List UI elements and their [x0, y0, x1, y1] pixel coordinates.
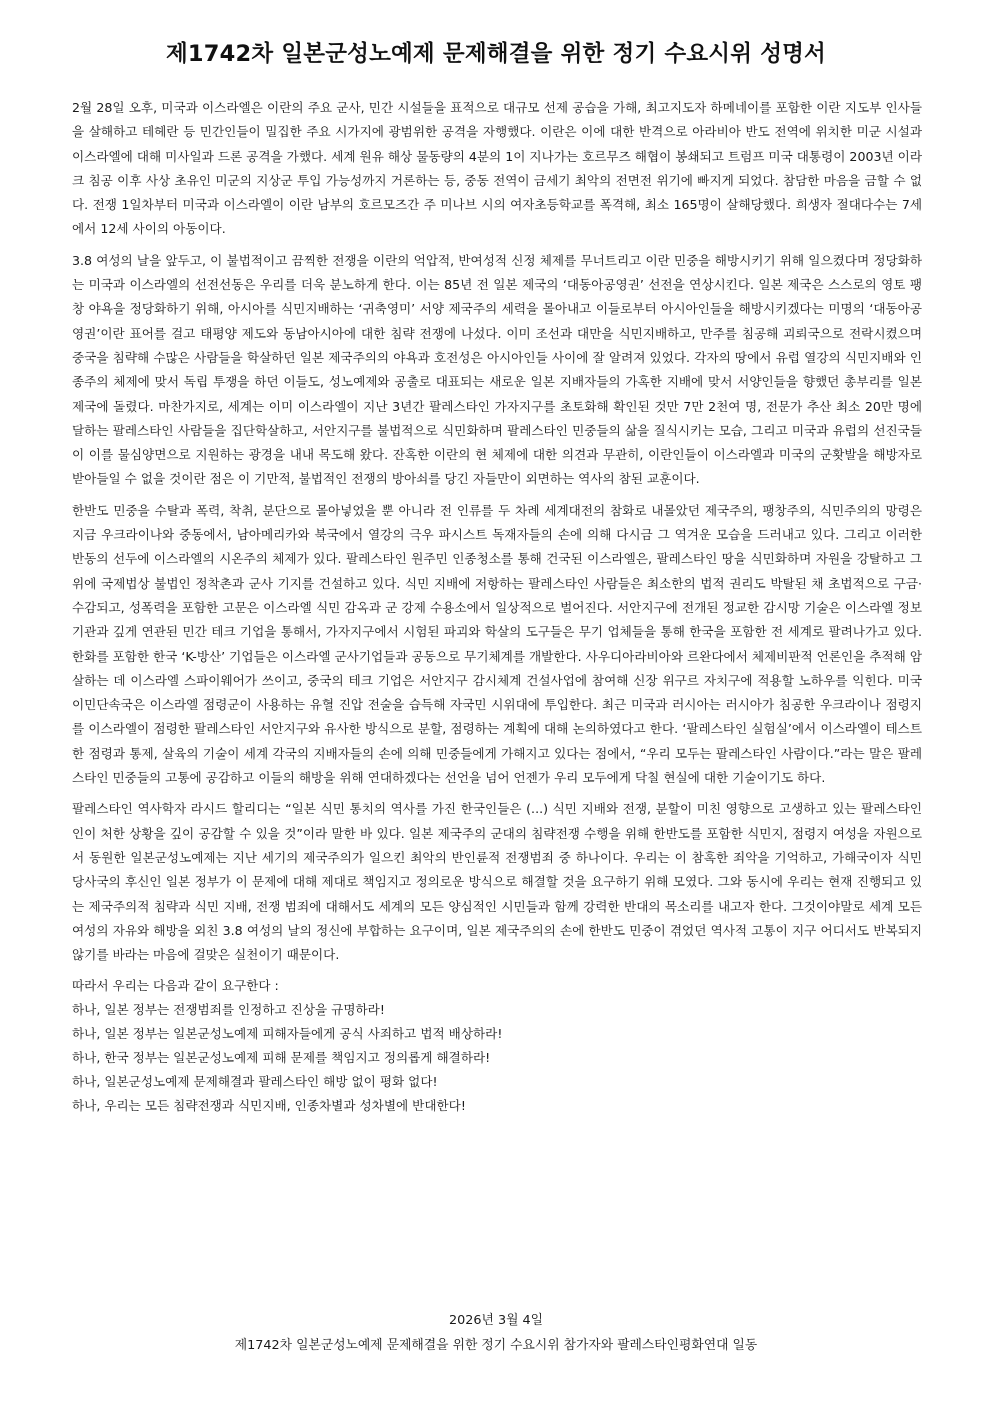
paragraph-2: 3.8 여성의 날을 앞두고, 이 불법적이고 끔찍한 전쟁을 이란의 억압적, 반여성적 신정 체제를 무너트리고 이란 민중을 해방시키기 위해 일으켰다며 정당화하는 미국과 이스라엘의 선전선동은 우리를 더욱 분노하게 한다. 이는 85년 전 일본 제국의 ‘대동아공영권’ 선전을 연상시킨다. 일본 제국은 스스로의 영토 팽창 야욕을 정당화하기 위해, 아시아를 식민지배하는 ‘귀축영미’ 서양 제국주의 세력을 몰아내고 이들로부터 아시아인들을 해방시키겠다는 미명의 ‘대동아공영권’이란 표어를 걸고 태평양 제도와 동남아시아에 대한 침략 전쟁에 나섰다. 이미 조선과 대만을 식민지배하고, 만주를 침공해 괴뢰국으로 전락시켰으며 중국을 침략해 수많은 사람들을 학살하던 일본 제국주의의 야욕과 호전성은 아시아인들 사이에 잘 알려져 있었다. 각자의 땅에서 유럽 열강의 식민지배와 인종주의 체제에 맞서 독립 투쟁을 하던 이들도, 성노예제와 공출로 대표되는 새로운 일본 지배자들의 가혹한 지배에 맞서 서양인들을 향했던 총부리를 일본 제국에 돌렸다. 마찬가지로, 세계는 이미 이스라엘이 지난 3년간 팔레스타인 가자지구를 초토화해 확인된 것만 7만 2천여 명, 전문가 추산 최소 20만 명에 달하는 팔레스타인 사람들을 집단학살하고, 서안지구를 불법적으로 식민화하며 팔레스타인 민중들의 삶을 질식시키는 모습, 그리고 미국과 유럽의 선진국들이 이를 물심양면으로 지원하는 광경을 내내 목도해 왔다. 잔혹한 이란의 현 체제에 대한 의견과 무관히, 이란인들이 이스라엘과 미국의 군홧발을 해방자로 받아들일 수 없을 것이란 점은 이 기만적, 불법적인 전쟁의 방아쇠를 당긴 자들만이 외면하는 역사의 참된 교훈이다. — [72, 252, 922, 487]
demands-intro: 따라서 우리는 다음과 같이 요구한다 : — [72, 978, 279, 994]
demand-item: 하나, 우리는 모든 침략전쟁과 식민지배, 인종차별과 성차별에 반대한다! — [72, 1098, 466, 1114]
document-body — [72, 96, 922, 1118]
statement-signature: 제1742차 일본군성노예제 문제해결을 위한 정기 수요시위 참가자와 팔레스타인평화연대 일동 — [234, 1338, 758, 1353]
statement-date: 2026년 3월 4일 — [448, 1313, 544, 1328]
demand-item: 하나, 일본군성노예제 문제해결과 팔레스타인 해방 없이 평화 없다! — [72, 1074, 438, 1090]
document-title: 제1742차 일본군성노예제 문제해결을 위한 정기 수요시위 성명서 — [166, 41, 826, 67]
demand-item: 하나, 일본 정부는 전쟁범죄를 인정하고 진상을 규명하라! — [72, 1002, 385, 1018]
paragraph-4: 팔레스타인 역사학자 라시드 할리디는 “일본 식민 통치의 역사를 가진 한국인들은 (...) 식민 지배와 전쟁, 분할이 미친 영향으로 고생하고 있는 팔레스타인인이 처한 상황을 깊이 공감할 수 있을 것”이라 말한 바 있다. 일본 제국주의 군대의 침략전쟁 수행을 위해 한반도를 포함한 식민지, 점령지 여성을 자원으로서 동원한 일본군성노예제는 지난 세기의 제국주의가 일으킨 최악의 반인륜적 전쟁범죄 중 하나이다. 우리는 이 참혹한 죄악을 기억하고, 가해국이자 식민 당사국의 후신인 일본 정부가 이 문제에 대해 제대로 책임지고 정의로운 방식으로 해결할 것을 요구하기 위해 모였다. 그와 동시에 우리는 현재 진행되고 있는 제국주의적 침략과 식민 지배, 전쟁 범죄에 대해서도 세계의 모든 양심적인 시민들과 함께 강력한 반대의 목소리를 내고자 한다. 그것이야말로 세계 모든 여성의 자유와 해방을 외친 3.8 여성의 날의 정신에 부합하는 요구이며, 일본 제국주의의 손에 한반도 민중이 겪었던 역사적 고통이 지구 어디서도 반복되지 않기를 바라는 마음에 걸맞은 실천이기 때문이다. — [72, 801, 922, 963]
paragraph-3: 한반도 민중을 수탈과 폭력, 착취, 분단으로 몰아넣었을 뿐 아니라 전 인류를 두 차례 세계대전의 참화로 내몰았던 제국주의, 팽창주의, 식민주의의 망령은 지금 우크라이나와 중동에서, 남아메리카와 북국에서 열강의 극우 파시스트 독재자들의 손에 의해 다시금 그 역겨운 모습을 드러내고 있다. 그리고 이러한 반동의 선두에 이스라엘의 시온주의 체제가 있다. 팔레스타인 원주민 인종청소를 통해 건국된 이스라엘은, 팔레스타인 땅을 식민화하며 자원을 강탈하고 그 위에 국제법상 불법인 정착촌과 군사 기지를 건설하고 있다. 식민 지배에 저항하는 팔레스타인 사람들은 최소한의 법적 권리도 박탈된 채 초법적으로 구금·수감되고, 성폭력을 포함한 고문은 이스라엘 식민 감옥과 군 강제 수용소에서 일상적으로 벌어진다. 서안지구에 전개된 정교한 감시망 기술은 이스라엘 정보기관과 깊게 연관된 민간 테크 기업을 통해서, 가자지구에서 시험된 파괴와 학살의 도구들은 무기 업체들을 통해 한국을 포함한 전 세계로 팔려나가고 있다. 한화를 포함한 한국 ‘K-방산’ 기업들은 이스라엘 군사기업들과 공동으로 무기체계를 개발한다. 사우디아라비아와 르완다에서 체제비판적 언론인을 추적해 암살하는 데 이스라엘 스파이웨어가 쓰이고, 중국의 테크 기업은 서안지구 감시체계 건설사업에 참여해 신장 위구르 자치구에 적용할 노하우를 익힌다. 미국 이민단속국은 이스라엘 점령군이 사용하는 유혈 진압 전술을 습득해 자국민 시위대에 투입한다. 최근 미국과 러시아는 러시아가 침공한 우크라이나 점령지를 이스라엘이 점령한 팔레스타인 서안지구와 유사한 방식으로 분할, 점령하는 계획에 대해 논의하였다고 한다. ‘팔레스타인 실험실’에서 이스라엘이 테스트한 점령과 통제, 살육의 기술이 세계 각국의 지배자들의 손에 의해 민중들에게 가해지고 있다는 점에서, “우리 모두는 팔레스타인 사람이다.”라는 말은 팔레스타인 민중들의 고통에 공감하고 이들의 해방을 위해 연대하겠다는 선언을 넘어 언젠가 우리 모두에게 닥칠 현실에 대한 기술이기도 하다. — [72, 502, 922, 786]
demand-item: 하나, 한국 정부는 일본군성노예제 피해 문제를 책임지고 정의롭게 해결하라! — [72, 1050, 491, 1066]
demand-item: 하나, 일본 정부는 일본군성노예제 피해자들에게 공식 사죄하고 법적 배상하라! — [72, 1026, 503, 1042]
demands-section — [72, 974, 922, 1118]
paragraph-1: 2월 28일 오후, 미국과 이스라엘은 이란의 주요 군사, 민간 시설들을 표적으로 대규모 선제 공습을 가해, 최고지도자 하메네이를 포함한 이란 지도부 인사들을 살해하고 테헤란 등 민간인들이 밀집한 주요 시가지에 광범위한 공격을 자행했다. 이란은 이에 대한 반격으로 아라비아 반도 전역에 위치한 미군 시설과 이스라엘에 대해 미사일과 드론 공격을 가했다. 세계 원유 해상 물동량의 4분의 1이 지나가는 호르무즈 해협이 봉쇄되고 트럼프 미국 대통령이 2003년 이라크 침공 이후 사상 초유인 미군의 지상군 투입 가능성까지 거론하는 등, 중동 전역이 금세기 최악의 전면전 위기에 빠지게 되었다. 참담한 마음을 금할 수 없다. 전쟁 1일차부터 미국과 이스라엘이 이란 남부의 호르모즈간 주 미나브 시의 여자초등학교를 폭격해, 최소 165명이 살해당했다. 희생자 절대다수는 7세에서 12세 사이의 아동이다. — [72, 100, 922, 237]
